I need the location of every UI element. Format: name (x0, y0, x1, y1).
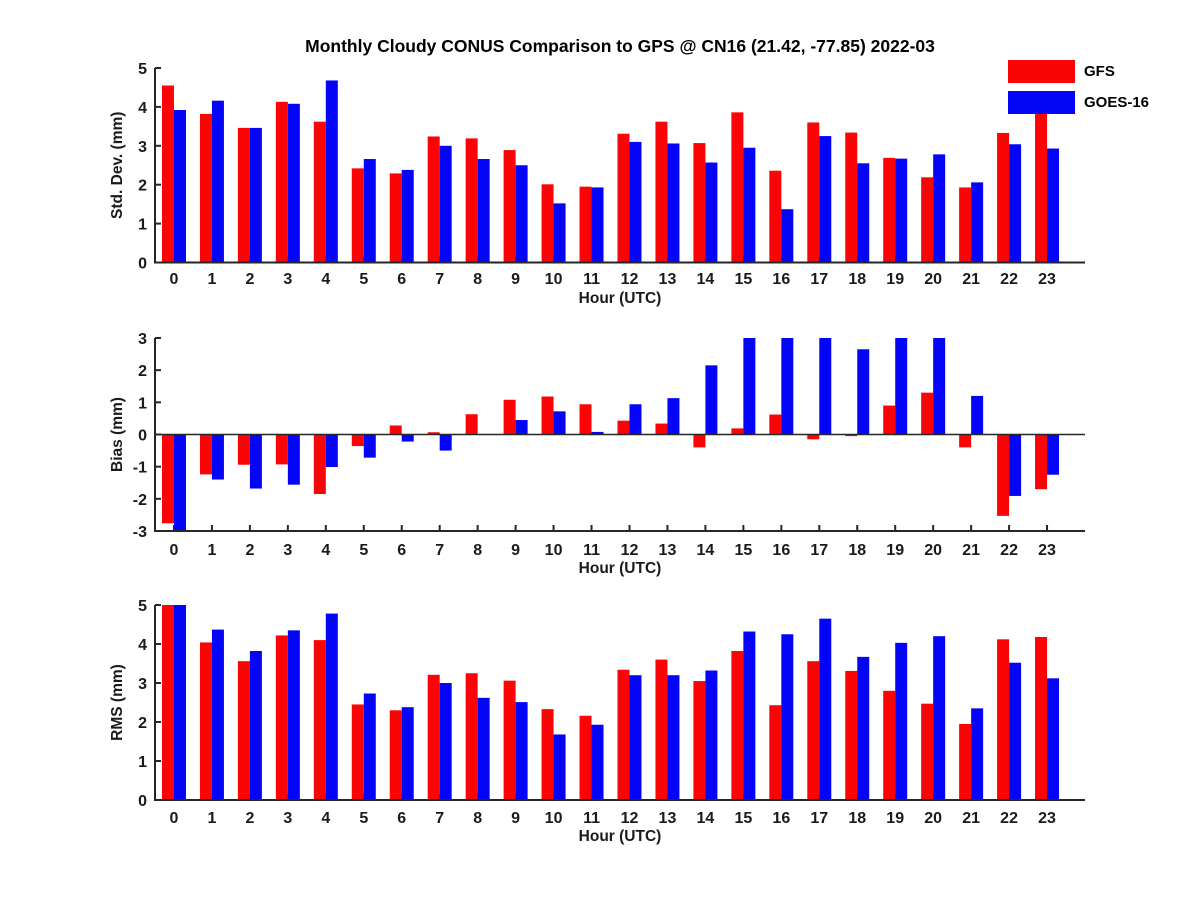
std-dev-bar-goes-16-h2 (250, 128, 262, 263)
std-dev-bar-gfs-h7 (428, 136, 440, 262)
rms-bar-gfs-h14 (693, 681, 705, 800)
bias-bar-gfs-h1 (200, 435, 212, 475)
bias-bar-gfs-h19 (883, 406, 895, 435)
rms-x-tick-label: 8 (473, 810, 483, 827)
rms-x-tick-label: 14 (696, 810, 715, 827)
bias-y-tick-label: 1 (138, 395, 147, 413)
std-dev-bar-gfs-h15 (731, 112, 743, 262)
std-dev-x-tick-label: 5 (359, 271, 369, 288)
std-dev-bar-goes-16-h9 (516, 165, 528, 262)
gfs-swatch-icon (1008, 60, 1075, 83)
goes16-legend-label: GOES-16 (1084, 94, 1150, 111)
bias-bar-goes-16-h5 (364, 435, 376, 458)
bias-bar-goes-16-h3 (288, 435, 300, 485)
std-dev-x-tick-label: 18 (848, 271, 867, 288)
rms-x-tick-label: 12 (620, 810, 639, 827)
bias-x-tick-label: 12 (620, 542, 639, 559)
bias-bar-goes-16-h17 (819, 338, 831, 435)
rms-bar-goes-16-h14 (705, 671, 717, 800)
bias-x-tick-label: 11 (583, 542, 600, 559)
bias-bar-gfs-h4 (314, 435, 326, 495)
bias-bar-gfs-h22 (997, 435, 1009, 516)
std-dev-y-tick-label: 4 (138, 99, 147, 117)
std-dev-bar-gfs-h23 (1035, 103, 1047, 262)
std-dev-bar-goes-16-h0 (174, 110, 186, 262)
rms-bar-goes-16-h19 (895, 643, 907, 800)
bias-x-tick-label: 1 (207, 542, 217, 559)
rms-bar-gfs-h17 (807, 661, 819, 800)
rms-bar-gfs-h19 (883, 691, 895, 800)
std-dev-bar-gfs-h12 (617, 134, 629, 263)
bias-bar-gfs-h16 (769, 415, 781, 435)
chart-title: Monthly Cloudy CONUS Comparison to GPS @ CN16 (21.42, -77.85) 2022-03 (305, 36, 935, 56)
rms-bar-goes-16-h9 (516, 702, 528, 800)
bias-bar-goes-16-h14 (705, 365, 717, 434)
rms-bar-gfs-h4 (314, 640, 326, 800)
rms-x-tick-label: 6 (397, 810, 407, 827)
bias-bar-gfs-h14 (693, 435, 705, 448)
rms-x-tick-label: 22 (1000, 810, 1018, 827)
std-dev-bar-gfs-h10 (542, 184, 554, 262)
bias-bar-gfs-h8 (466, 414, 478, 434)
rms-x-tick-label: 15 (734, 810, 753, 827)
rms-bar-gfs-h3 (276, 635, 288, 800)
rms-bar-goes-16-h17 (819, 619, 831, 800)
bias-bar-gfs-h15 (731, 428, 743, 434)
std-dev-bar-goes-16-h5 (364, 159, 376, 262)
bias-bar-goes-16-h15 (743, 338, 755, 435)
bias-x-tick-label: 2 (245, 542, 255, 559)
std-dev-x-tick-label: 12 (620, 271, 639, 288)
bias-bar-gfs-h0 (162, 435, 174, 524)
std-dev-y-tick-label: 5 (138, 61, 147, 78)
rms-bar-gfs-h12 (617, 670, 629, 800)
rms-bar-goes-16-h16 (781, 634, 793, 800)
rms-bar-goes-16-h6 (402, 707, 414, 800)
rms-bar-goes-16-h13 (667, 675, 679, 800)
std-dev-x-tick-label: 17 (810, 271, 829, 288)
bias-x-tick-label: 5 (359, 542, 369, 559)
std-dev-x-tick-label: 21 (962, 271, 981, 288)
bias-x-tick-label: 20 (924, 542, 943, 559)
rms-x-tick-label: 13 (658, 810, 677, 827)
bias-bar-goes-16-h0 (174, 435, 186, 532)
std-dev-bar-goes-16-h11 (592, 187, 604, 262)
bias-x-tick-label: 8 (473, 542, 483, 559)
std-dev-x-tick-label: 19 (886, 271, 905, 288)
bias-bar-goes-16-h16 (781, 338, 793, 435)
std-dev-x-tick-label: 9 (511, 271, 521, 288)
bias-bar-goes-16-h1 (212, 435, 224, 480)
rms-bar-gfs-h13 (655, 660, 667, 800)
bias-x-tick-label: 14 (696, 542, 715, 559)
rms-x-tick-label: 16 (772, 810, 791, 827)
rms-bar-gfs-h9 (504, 681, 516, 800)
rms-x-tick-label: 1 (207, 810, 217, 827)
rms-bar-gfs-h16 (769, 705, 781, 800)
goes16-swatch-icon (1008, 91, 1075, 114)
std-dev-x-tick-label: 14 (696, 271, 715, 288)
bias-y-tick-label: -3 (132, 524, 147, 541)
bias-x-tick-label: 23 (1038, 542, 1056, 559)
std-dev-bar-gfs-h8 (466, 138, 478, 262)
rms-bar-goes-16-h10 (554, 734, 566, 800)
std-dev-bar-gfs-h20 (921, 177, 933, 262)
std-dev-bar-gfs-h22 (997, 133, 1009, 263)
legend (1008, 60, 1149, 122)
std-dev-bar-goes-16-h4 (326, 80, 338, 262)
bias-x-tick-label: 15 (734, 542, 753, 559)
rms-bar-goes-16-h15 (743, 632, 755, 800)
std-dev-bar-gfs-h5 (352, 168, 364, 262)
rms-bar-gfs-h5 (352, 704, 364, 800)
bias-bar-goes-16-h20 (933, 338, 945, 435)
bias-bar-gfs-h5 (352, 435, 364, 447)
rms-y-tick-label: 2 (138, 715, 147, 732)
std-dev-x-tick-label: 23 (1038, 271, 1056, 288)
std-dev-x-tick-label: 22 (1000, 271, 1018, 288)
std-dev-bar-goes-16-h17 (819, 136, 831, 262)
bias-bar-goes-16-h18 (857, 349, 869, 434)
rms-y-tick-label: 3 (138, 676, 147, 693)
bias-y-tick-label: -2 (132, 491, 147, 509)
std-dev-x-tick-label: 1 (207, 271, 217, 288)
bias-bar-gfs-h21 (959, 435, 971, 448)
bias-x-tick-label: 6 (397, 542, 407, 559)
std-dev-bar-goes-16-h15 (743, 148, 755, 263)
rms-x-tick-label: 7 (435, 810, 445, 827)
std-dev-bar-goes-16-h3 (288, 104, 300, 263)
rms-x-tick-label: 23 (1038, 810, 1056, 827)
rms-bar-gfs-h7 (428, 675, 440, 800)
std-dev-x-tick-label: 8 (473, 271, 483, 288)
bias-bar-gfs-h6 (390, 425, 402, 434)
std-dev-bar-goes-16-h14 (705, 163, 717, 263)
bias-x-tick-label: 9 (511, 542, 521, 559)
bias-bar-goes-16-h6 (402, 435, 414, 442)
bias-y-tick-label: -1 (132, 459, 147, 477)
bias-bar-goes-16-h10 (554, 411, 566, 434)
rms-bar-goes-16-h8 (478, 698, 490, 800)
rms-bar-gfs-h20 (921, 704, 933, 800)
rms-x-tick-label: 11 (583, 810, 600, 827)
rms-bar-goes-16-h4 (326, 614, 338, 800)
std-dev-y-tick-label: 3 (138, 138, 147, 156)
std-dev-bar-goes-16-h19 (895, 159, 907, 263)
rms-bar-goes-16-h5 (364, 694, 376, 800)
std-dev-bar-gfs-h16 (769, 171, 781, 263)
rms-y-axis-label: RMS (mm) (109, 664, 126, 741)
rms-bar-gfs-h21 (959, 724, 971, 800)
bias-x-tick-label: 4 (321, 542, 331, 559)
std-dev-bar-gfs-h6 (390, 173, 402, 262)
rms-y-tick-label: 0 (138, 793, 147, 810)
rms-x-tick-label: 4 (321, 810, 331, 827)
bias-bar-gfs-h2 (238, 435, 250, 465)
rms-bar-goes-16-h0 (174, 605, 186, 800)
rms-x-axis-label: Hour (UTC) (578, 828, 662, 845)
std-dev-bar-gfs-h2 (238, 128, 250, 263)
bias-bar-goes-16-h23 (1047, 435, 1059, 475)
rms-x-tick-label: 2 (245, 810, 255, 827)
rms-bar-gfs-h22 (997, 639, 1009, 800)
std-dev-y-tick-label: 1 (138, 216, 147, 234)
std-dev-x-tick-label: 6 (397, 271, 407, 288)
bias-x-tick-label: 22 (1000, 542, 1018, 559)
std-dev-bar-goes-16-h10 (554, 203, 566, 262)
bias-x-tick-label: 3 (283, 542, 293, 559)
std-dev-y-axis-label: Std. Dev. (mm) (109, 111, 126, 219)
rms-y-tick-label: 4 (138, 637, 147, 654)
std-dev-bar-gfs-h18 (845, 133, 857, 263)
rms-x-tick-label: 9 (511, 810, 521, 827)
std-dev-bar-gfs-h9 (504, 150, 516, 262)
std-dev-bar-goes-16-h13 (667, 143, 679, 262)
bias-y-axis-label: Bias (mm) (109, 397, 126, 472)
bias-x-tick-label: 7 (435, 542, 445, 559)
legend-item-goes16 (1008, 91, 1149, 114)
std-dev-bar-gfs-h13 (655, 122, 667, 263)
bias-bar-goes-16-h12 (629, 404, 641, 434)
rms-bar-gfs-h0 (162, 605, 174, 800)
std-dev-bar-goes-16-h21 (971, 182, 983, 262)
rms-bar-goes-16-h23 (1047, 678, 1059, 800)
rms-bar-gfs-h18 (845, 671, 857, 800)
std-dev-x-tick-label: 2 (245, 271, 255, 288)
bias-bar-goes-16-h13 (667, 398, 679, 434)
bias-bar-goes-16-h2 (250, 435, 262, 489)
rms-bar-gfs-h11 (580, 716, 592, 800)
bias-y-tick-label: 2 (138, 363, 147, 381)
std-dev-x-tick-label: 7 (435, 271, 445, 288)
rms-y-tick-label: 5 (138, 598, 147, 615)
rms-x-tick-label: 5 (359, 810, 369, 827)
std-dev-x-tick-label: 11 (583, 271, 600, 288)
bias-x-tick-label: 13 (658, 542, 677, 559)
rms-bar-goes-16-h1 (212, 630, 224, 800)
rms-bar-gfs-h2 (238, 661, 250, 800)
rms-x-tick-label: 19 (886, 810, 905, 827)
rms-bar-gfs-h10 (542, 709, 554, 800)
bias-bar-gfs-h12 (617, 421, 629, 435)
std-dev-bar-goes-16-h6 (402, 170, 414, 263)
rms-bar-goes-16-h20 (933, 636, 945, 800)
rms-bar-gfs-h1 (200, 642, 212, 800)
bias-bar-gfs-h11 (580, 404, 592, 434)
rms-bar-gfs-h23 (1035, 637, 1047, 800)
rms-x-tick-label: 20 (924, 810, 943, 827)
rms-bar-goes-16-h12 (629, 675, 641, 800)
bias-x-tick-label: 17 (810, 542, 829, 559)
bias-bar-gfs-h13 (655, 424, 667, 435)
std-dev-bar-gfs-h19 (883, 158, 895, 263)
std-dev-x-tick-label: 16 (772, 271, 791, 288)
bias-bar-goes-16-h4 (326, 435, 338, 467)
std-dev-x-tick-label: 4 (321, 271, 331, 288)
std-dev-bar-goes-16-h18 (857, 163, 869, 262)
rms-bar-goes-16-h11 (592, 725, 604, 800)
rms-bar-goes-16-h7 (440, 683, 452, 800)
bias-bar-gfs-h23 (1035, 435, 1047, 490)
bias-x-tick-label: 21 (962, 542, 981, 559)
std-dev-bar-goes-16-h22 (1009, 144, 1021, 262)
bias-bar-gfs-h9 (504, 400, 516, 435)
rms-bar-goes-16-h22 (1009, 663, 1021, 800)
std-dev-bar-gfs-h11 (580, 187, 592, 263)
rms-bar-goes-16-h3 (288, 630, 300, 800)
rms-x-tick-label: 18 (848, 810, 867, 827)
rms-x-tick-label: 17 (810, 810, 829, 827)
bias-x-tick-label: 0 (169, 542, 179, 559)
std-dev-bar-gfs-h17 (807, 122, 819, 262)
std-dev-x-tick-label: 13 (658, 271, 677, 288)
std-dev-bar-gfs-h4 (314, 122, 326, 263)
std-dev-bar-goes-16-h12 (629, 142, 641, 263)
std-dev-bar-goes-16-h8 (478, 159, 490, 262)
rms-bar-goes-16-h21 (971, 708, 983, 800)
rms-bar-goes-16-h18 (857, 657, 869, 800)
bias-y-tick-label: 3 (138, 331, 147, 348)
bias-bar-goes-16-h21 (971, 396, 983, 435)
bias-x-tick-label: 19 (886, 542, 905, 559)
bias-x-tick-label: 16 (772, 542, 791, 559)
rms-x-tick-label: 21 (962, 810, 981, 827)
std-dev-bar-gfs-h3 (276, 102, 288, 263)
std-dev-bar-goes-16-h7 (440, 146, 452, 263)
std-dev-bar-gfs-h21 (959, 187, 971, 262)
std-dev-x-tick-label: 3 (283, 271, 293, 288)
std-dev-y-tick-label: 2 (138, 177, 147, 195)
std-dev-x-tick-label: 10 (544, 271, 563, 288)
std-dev-bar-gfs-h14 (693, 143, 705, 262)
legend-item-gfs (1008, 60, 1149, 83)
bias-bar-gfs-h3 (276, 435, 288, 465)
std-dev-x-tick-label: 15 (734, 271, 753, 288)
rms-bar-goes-16-h2 (250, 651, 262, 800)
std-dev-bar-goes-16-h16 (781, 209, 793, 262)
std-dev-bar-gfs-h0 (162, 86, 174, 263)
rms-bar-gfs-h6 (390, 710, 402, 800)
bias-bar-goes-16-h19 (895, 338, 907, 435)
rms-x-tick-label: 10 (544, 810, 563, 827)
std-dev-x-tick-label: 0 (169, 271, 179, 288)
gfs-legend-label: GFS (1084, 63, 1115, 80)
bias-bar-goes-16-h7 (440, 435, 452, 451)
rms-y-tick-label: 1 (138, 754, 147, 771)
bias-x-axis-label: Hour (UTC) (578, 560, 662, 577)
bias-x-tick-label: 10 (544, 542, 563, 559)
bias-bar-gfs-h10 (542, 397, 554, 435)
bias-y-tick-label: 0 (138, 427, 147, 445)
std-dev-bar-gfs-h1 (200, 114, 212, 263)
rms-x-tick-label: 0 (169, 810, 179, 827)
std-dev-bar-goes-16-h1 (212, 101, 224, 263)
bias-bar-goes-16-h22 (1009, 435, 1021, 496)
std-dev-y-tick-label: 0 (138, 255, 147, 273)
rms-x-tick-label: 3 (283, 810, 293, 827)
bias-x-tick-label: 18 (848, 542, 867, 559)
std-dev-x-axis-label: Hour (UTC) (578, 290, 662, 307)
bias-bar-gfs-h20 (921, 393, 933, 435)
rms-bar-gfs-h15 (731, 651, 743, 800)
std-dev-x-tick-label: 20 (924, 271, 943, 288)
std-dev-bar-goes-16-h20 (933, 154, 945, 262)
rms-bar-gfs-h8 (466, 673, 478, 800)
bias-bar-goes-16-h9 (516, 420, 528, 434)
std-dev-bar-goes-16-h23 (1047, 149, 1059, 263)
